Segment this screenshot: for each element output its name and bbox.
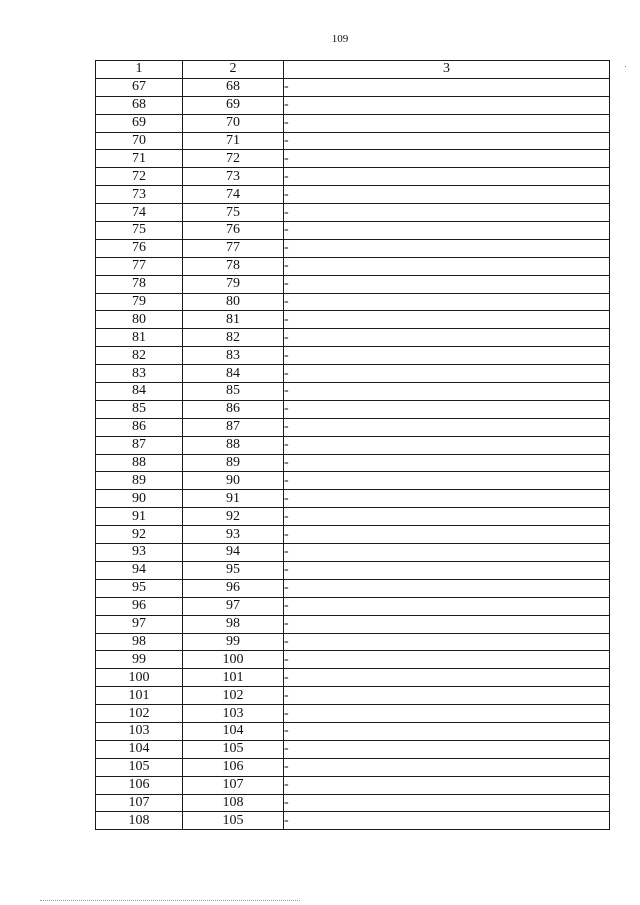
table-cell-col-1: 94 <box>96 561 183 579</box>
table-cell-col-3: - <box>284 705 610 723</box>
table-row <box>96 365 610 383</box>
table-row <box>96 579 610 597</box>
table-cell-col-3: - <box>284 311 610 329</box>
table-cell-col-2: 97 <box>183 597 284 615</box>
table-cell-col-3: - <box>284 150 610 168</box>
table-cell-col-1: 96 <box>96 597 183 615</box>
table-cell-col-3: - <box>284 490 610 508</box>
table-row <box>96 400 610 418</box>
table-cell-col-1: 80 <box>96 311 183 329</box>
table-cell-col-1: 76 <box>96 239 183 257</box>
table-cell-col-2: 95 <box>183 561 284 579</box>
table-row <box>96 436 610 454</box>
column-header-2: 2 <box>183 61 284 79</box>
table-cell-col-2: 100 <box>183 651 284 669</box>
table-row <box>96 758 610 776</box>
table-cell-col-2: 78 <box>183 257 284 275</box>
table-cell-col-2: 77 <box>183 239 284 257</box>
table-cell-col-3: - <box>284 293 610 311</box>
table-row <box>96 150 610 168</box>
table-cell-col-2: 105 <box>183 740 284 758</box>
table-cell-col-1: 69 <box>96 114 183 132</box>
table-cell-col-2: 107 <box>183 776 284 794</box>
table-row <box>96 561 610 579</box>
table-cell-col-1: 105 <box>96 758 183 776</box>
table-cell-col-3: - <box>284 132 610 150</box>
table-row <box>96 687 610 705</box>
table-cell-col-1: 68 <box>96 96 183 114</box>
table-cell-col-3: - <box>284 526 610 544</box>
table-cell-col-2: 75 <box>183 204 284 222</box>
table-row <box>96 526 610 544</box>
table-cell-col-2: 82 <box>183 329 284 347</box>
table-cell-col-2: 79 <box>183 275 284 293</box>
table-cell-col-3: - <box>284 776 610 794</box>
table-cell-col-1: 89 <box>96 472 183 490</box>
table-cell-col-2: 88 <box>183 436 284 454</box>
table-body <box>96 78 610 829</box>
table-row <box>96 204 610 222</box>
table-cell-col-1: 79 <box>96 293 183 311</box>
table-cell-col-1: 106 <box>96 776 183 794</box>
table-cell-col-1: 90 <box>96 490 183 508</box>
table-row <box>96 239 610 257</box>
table-cell-col-3: - <box>284 669 610 687</box>
table-cell-col-1: 95 <box>96 579 183 597</box>
table-cell-col-3: - <box>284 812 610 830</box>
table-cell-col-2: 91 <box>183 490 284 508</box>
table-cell-col-2: 96 <box>183 579 284 597</box>
table-cell-col-3: - <box>284 740 610 758</box>
table-cell-col-3: - <box>284 633 610 651</box>
table-cell-col-3: - <box>284 186 610 204</box>
table-row <box>96 114 610 132</box>
table-cell-col-1: 104 <box>96 740 183 758</box>
table-cell-col-2: 103 <box>183 705 284 723</box>
table-cell-col-2: 92 <box>183 508 284 526</box>
table-cell-col-3: - <box>284 508 610 526</box>
table-cell-col-2: 90 <box>183 472 284 490</box>
table-cell-col-2: 74 <box>183 186 284 204</box>
table-row <box>96 96 610 114</box>
table-cell-col-2: 104 <box>183 722 284 740</box>
table-row <box>96 633 610 651</box>
table-cell-col-1: 88 <box>96 454 183 472</box>
table-row <box>96 794 610 812</box>
table-cell-col-3: - <box>284 96 610 114</box>
table-row <box>96 722 610 740</box>
table-header-row <box>96 61 610 79</box>
table-cell-col-1: 101 <box>96 687 183 705</box>
table-cell-col-1: 86 <box>96 418 183 436</box>
table-cell-col-1: 72 <box>96 168 183 186</box>
table-row <box>96 222 610 240</box>
table-row <box>96 293 610 311</box>
table-cell-col-2: 76 <box>183 222 284 240</box>
table-row <box>96 490 610 508</box>
table-cell-col-2: 71 <box>183 132 284 150</box>
table-cell-col-1: 70 <box>96 132 183 150</box>
table-row <box>96 383 610 401</box>
table-cell-col-1: 75 <box>96 222 183 240</box>
table-row <box>96 776 610 794</box>
table-row <box>96 186 610 204</box>
table-row <box>96 615 610 633</box>
table-cell-col-2: 87 <box>183 418 284 436</box>
table-row <box>96 132 610 150</box>
table-cell-col-3: - <box>284 400 610 418</box>
table-cell-col-2: 93 <box>183 526 284 544</box>
table-cell-col-2: 105 <box>183 812 284 830</box>
table-cell-col-2: 85 <box>183 383 284 401</box>
table-cell-col-3: - <box>284 579 610 597</box>
table-cell-col-1: 73 <box>96 186 183 204</box>
table-cell-col-3: - <box>284 239 610 257</box>
table-cell-col-2: 102 <box>183 687 284 705</box>
table-cell-col-2: 108 <box>183 794 284 812</box>
table-row <box>96 669 610 687</box>
table-row <box>96 275 610 293</box>
table-cell-col-3: - <box>284 257 610 275</box>
table-cell-col-3: - <box>284 794 610 812</box>
table-cell-col-2: 68 <box>183 78 284 96</box>
table-cell-col-3: - <box>284 544 610 562</box>
table-row <box>96 544 610 562</box>
table-cell-col-3: - <box>284 329 610 347</box>
table-cell-col-2: 83 <box>183 347 284 365</box>
table-cell-col-2: 84 <box>183 365 284 383</box>
table-cell-col-3: - <box>284 418 610 436</box>
table-cell-col-3: - <box>284 78 610 96</box>
table-cell-col-3: - <box>284 383 610 401</box>
table-cell-col-2: 89 <box>183 454 284 472</box>
table-cell-col-3: - <box>284 472 610 490</box>
table-cell-col-3: - <box>284 454 610 472</box>
table-cell-col-3: - <box>284 204 610 222</box>
table-cell-col-1: 87 <box>96 436 183 454</box>
table-cell-col-1: 93 <box>96 544 183 562</box>
table-cell-col-3: - <box>284 651 610 669</box>
table-cell-col-3: - <box>284 758 610 776</box>
table-row <box>96 705 610 723</box>
table-cell-col-1: 74 <box>96 204 183 222</box>
table-cell-col-3: - <box>284 436 610 454</box>
table-row <box>96 812 610 830</box>
table-cell-col-2: 101 <box>183 669 284 687</box>
table-cell-col-2: 86 <box>183 400 284 418</box>
table-cell-col-3: - <box>284 222 610 240</box>
table-cell-col-3: - <box>284 561 610 579</box>
table-cell-col-3: - <box>284 168 610 186</box>
table-cell-col-1: 92 <box>96 526 183 544</box>
table-cell-col-1: 71 <box>96 150 183 168</box>
table-cell-col-1: 85 <box>96 400 183 418</box>
table-cell-col-1: 91 <box>96 508 183 526</box>
table-cell-col-2: 94 <box>183 544 284 562</box>
column-header-1: 1 <box>96 61 183 79</box>
data-table <box>95 60 610 830</box>
column-header-3: 3 <box>284 61 610 79</box>
table-cell-col-2: 73 <box>183 168 284 186</box>
table-cell-col-1: 84 <box>96 383 183 401</box>
table-row <box>96 740 610 758</box>
table-cell-col-3: - <box>284 597 610 615</box>
table-cell-col-3: - <box>284 365 610 383</box>
table-cell-col-1: 108 <box>96 812 183 830</box>
table-cell-col-1: 99 <box>96 651 183 669</box>
table-cell-col-2: 69 <box>183 96 284 114</box>
table-row <box>96 597 610 615</box>
table-row <box>96 329 610 347</box>
table-row <box>96 168 610 186</box>
table-row <box>96 651 610 669</box>
footer-scan-marks <box>40 900 300 904</box>
table-cell-col-2: 80 <box>183 293 284 311</box>
table-cell-col-1: 83 <box>96 365 183 383</box>
table-row <box>96 418 610 436</box>
table-cell-col-1: 81 <box>96 329 183 347</box>
table-cell-col-3: - <box>284 722 610 740</box>
table-cell-col-2: 72 <box>183 150 284 168</box>
table-row <box>96 347 610 365</box>
table-cell-col-1: 102 <box>96 705 183 723</box>
table-cell-col-1: 82 <box>96 347 183 365</box>
scan-speck <box>625 66 626 67</box>
table-cell-col-2: 106 <box>183 758 284 776</box>
table-cell-col-2: 98 <box>183 615 284 633</box>
table-row <box>96 508 610 526</box>
table-row <box>96 311 610 329</box>
table-cell-col-2: 81 <box>183 311 284 329</box>
table-cell-col-3: - <box>284 615 610 633</box>
table-cell-col-3: - <box>284 687 610 705</box>
table-row <box>96 472 610 490</box>
table-row <box>96 257 610 275</box>
table-cell-col-1: 78 <box>96 275 183 293</box>
table-row <box>96 78 610 96</box>
table-cell-col-2: 99 <box>183 633 284 651</box>
table-cell-col-1: 67 <box>96 78 183 96</box>
table-cell-col-1: 100 <box>96 669 183 687</box>
table-cell-col-3: - <box>284 347 610 365</box>
table-cell-col-1: 97 <box>96 615 183 633</box>
table-cell-col-2: 70 <box>183 114 284 132</box>
table-cell-col-3: - <box>284 114 610 132</box>
table-cell-col-1: 107 <box>96 794 183 812</box>
table-row <box>96 454 610 472</box>
table-cell-col-1: 103 <box>96 722 183 740</box>
table-cell-col-1: 77 <box>96 257 183 275</box>
table-cell-col-1: 98 <box>96 633 183 651</box>
table-cell-col-3: - <box>284 275 610 293</box>
page-number: 109 <box>331 33 349 45</box>
